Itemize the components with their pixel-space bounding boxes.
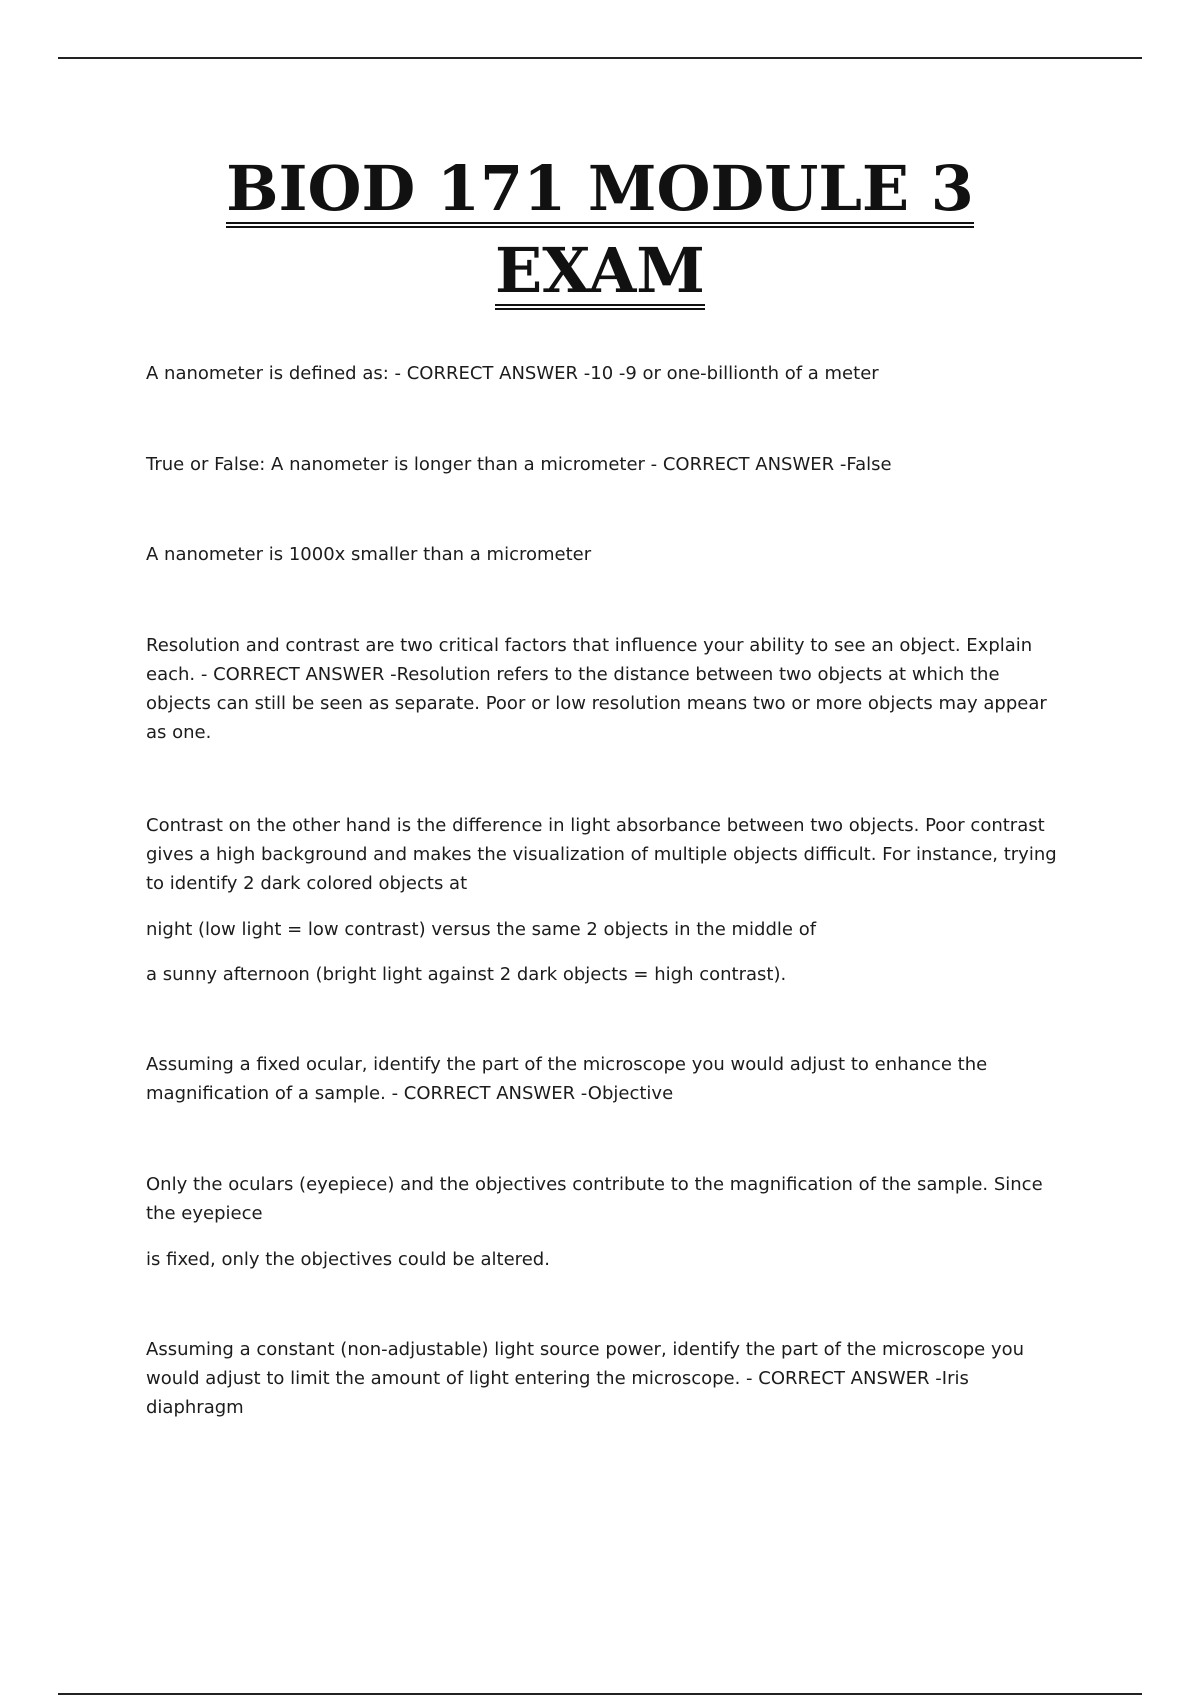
- paragraph-resolution-contrast: Resolution and contrast are two critical factors that influence your ability to see an object. Explain each. - CORRECT ANSWER -Resolution refers to the distance between two objects at which the objects can still be seen as separate. Poor or low resolution means two or more objects may appear as one.: [146, 635, 1047, 743]
- paragraph-iris-diaphragm: Assuming a constant (non-adjustable) light source power, identify the part of the microscope you would adjust to limit the amount of light entering the microscope. - CORRECT ANSWER -Iris diaphragm: [146, 1339, 1025, 1418]
- paragraph-nanometer-true-false: True or False: A nanometer is longer than a micrometer - CORRECT ANSWER -False: [146, 454, 892, 475]
- paragraph-contrast-afternoon: a sunny afternoon (bright light against 2 dark objects = high contrast).: [146, 964, 787, 985]
- top-rule: [58, 57, 1142, 59]
- paragraph-objectives-altered: is fixed, only the objectives could be altered.: [146, 1249, 550, 1270]
- paragraph-oculars-objectives: Only the oculars (eyepiece) and the objectives contribute to the magnification of the sample. Since the eyepiece: [146, 1174, 1043, 1224]
- document-title-line-1: [0, 152, 1200, 228]
- paragraph-nanometer-definition: A nanometer is defined as: - CORRECT ANSWER -10 -9 or one-billionth of a meter: [146, 363, 879, 384]
- paragraph-contrast-night: night (low light = low contrast) versus the same 2 objects in the middle of: [146, 919, 817, 940]
- bottom-rule: [58, 1693, 1142, 1695]
- document-title-line-2: [0, 234, 1200, 310]
- title-line-1-text: BIOD 171 MODULE 3: [226, 158, 974, 228]
- paragraph-nanometer-size: A nanometer is 1000x smaller than a micrometer: [146, 544, 592, 565]
- paragraph-fixed-ocular: Assuming a fixed ocular, identify the part of the microscope you would adjust to enhance the magnification of a sample. - CORRECT ANSWER -Objective: [146, 1054, 988, 1104]
- paragraph-contrast-explanation: Contrast on the other hand is the difference in light absorbance between two objects. Poor contrast gives a high background and makes the visualization of multiple objects difficult. For instance, trying to identify 2 dark colored objects at: [146, 815, 1057, 894]
- title-line-2-text: EXAM: [495, 240, 705, 310]
